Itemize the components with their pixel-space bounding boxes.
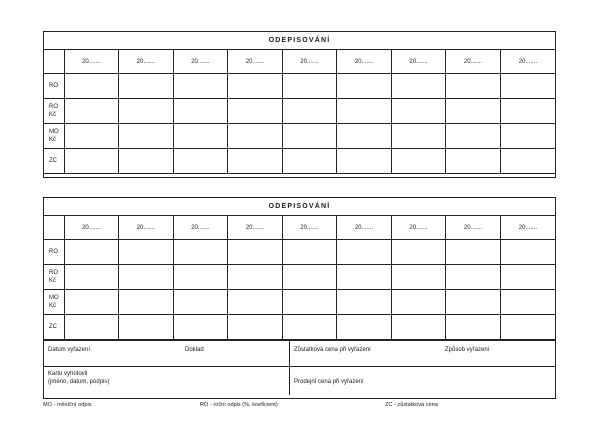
row-label: RO xyxy=(44,74,64,99)
year-cell[interactable]: 20....... xyxy=(500,216,555,240)
value-cell[interactable] xyxy=(446,74,501,99)
row-label: RO Kč xyxy=(44,99,64,124)
value-cell[interactable] xyxy=(337,315,392,340)
value-cell[interactable] xyxy=(173,99,228,124)
row-label: MO Kč xyxy=(44,124,64,149)
year-cell[interactable]: 20....... xyxy=(282,50,337,74)
value-cell[interactable] xyxy=(337,124,392,149)
year-cell[interactable]: 20....... xyxy=(391,216,446,240)
value-cell[interactable] xyxy=(228,265,283,290)
value-cell[interactable] xyxy=(173,74,228,99)
year-cell[interactable]: 20....... xyxy=(446,216,501,240)
value-cell[interactable] xyxy=(337,290,392,315)
year-cell[interactable]: 20....... xyxy=(282,216,337,240)
value-cell[interactable] xyxy=(64,74,119,99)
value-cell[interactable] xyxy=(119,265,174,290)
value-cell[interactable] xyxy=(228,124,283,149)
value-cell[interactable] xyxy=(446,240,501,265)
year-cell[interactable]: 20....... xyxy=(391,50,446,74)
sale-price-label: Prodejní cena při vyřazení xyxy=(294,379,364,385)
depreciation-table-lower xyxy=(43,197,556,399)
row-label: RO xyxy=(44,240,64,265)
year-cell[interactable]: 20....... xyxy=(337,50,392,74)
value-cell[interactable] xyxy=(64,149,119,174)
value-cell[interactable] xyxy=(391,99,446,124)
value-cell[interactable] xyxy=(228,315,283,340)
value-cell[interactable] xyxy=(391,265,446,290)
value-cell[interactable] xyxy=(446,124,501,149)
value-cell[interactable] xyxy=(500,315,555,340)
row-zc xyxy=(44,315,555,340)
value-cell[interactable] xyxy=(500,290,555,315)
depreciation-table-upper xyxy=(43,31,556,178)
value-cell[interactable] xyxy=(500,149,555,174)
value-cell[interactable] xyxy=(282,74,337,99)
retirement-method-label: Způsob vyřazení xyxy=(445,347,490,353)
residual-value-label: Zůstatková cena při vyřazení xyxy=(294,347,371,353)
year-cell[interactable]: 20....... xyxy=(337,216,392,240)
value-cell[interactable] xyxy=(500,240,555,265)
value-cell[interactable] xyxy=(282,240,337,265)
value-cell[interactable] xyxy=(391,315,446,340)
row-mo-kc xyxy=(44,290,555,315)
year-cell[interactable]: 20....... xyxy=(173,50,228,74)
card-prepared-field[interactable] xyxy=(44,367,290,395)
retirement-date-field[interactable] xyxy=(44,341,181,366)
year-cell[interactable]: 20....... xyxy=(119,216,174,240)
value-cell[interactable] xyxy=(119,315,174,340)
value-cell[interactable] xyxy=(446,315,501,340)
value-cell[interactable] xyxy=(173,290,228,315)
year-cell[interactable]: 20....... xyxy=(119,50,174,74)
residual-value-field[interactable] xyxy=(290,341,441,366)
legend-mo: MO - měsíční odpis xyxy=(43,402,92,408)
value-cell[interactable] xyxy=(119,74,174,99)
value-cell[interactable] xyxy=(282,149,337,174)
value-cell[interactable] xyxy=(119,290,174,315)
value-cell[interactable] xyxy=(500,74,555,99)
row-ro-kc xyxy=(44,265,555,290)
value-cell[interactable] xyxy=(228,99,283,124)
value-cell[interactable] xyxy=(64,315,119,340)
value-cell[interactable] xyxy=(119,240,174,265)
document-field[interactable] xyxy=(181,341,289,366)
legend-zc: ZC - zůstatková cena xyxy=(385,402,438,408)
value-cell[interactable] xyxy=(228,149,283,174)
value-cell[interactable] xyxy=(391,240,446,265)
value-cell[interactable] xyxy=(446,99,501,124)
value-cell[interactable] xyxy=(119,124,174,149)
value-cell[interactable] xyxy=(391,74,446,99)
section-title: ODEPISOVÁNÍ xyxy=(44,32,555,50)
card-prepared-label: Kartu vyhotovil (jméno, datum, podpis) xyxy=(48,371,110,385)
section-title: ODEPISOVÁNÍ xyxy=(44,198,555,216)
value-cell[interactable] xyxy=(337,149,392,174)
value-cell[interactable] xyxy=(173,124,228,149)
row-zc xyxy=(44,149,555,174)
row-label: RO Kč xyxy=(44,265,64,290)
row-mo-kc xyxy=(44,124,555,149)
year-cell[interactable]: 20....... xyxy=(500,50,555,74)
value-cell[interactable] xyxy=(500,124,555,149)
year-header-row xyxy=(44,216,555,240)
value-cell[interactable] xyxy=(64,290,119,315)
value-cell[interactable] xyxy=(337,99,392,124)
corner-cell xyxy=(44,50,64,74)
value-cell[interactable] xyxy=(173,265,228,290)
row-label: MO Kč xyxy=(44,290,64,315)
value-cell[interactable] xyxy=(228,240,283,265)
value-cell[interactable] xyxy=(282,315,337,340)
row-ro-kc xyxy=(44,99,555,124)
value-cell[interactable] xyxy=(337,265,392,290)
retirement-footer xyxy=(44,340,555,395)
value-cell[interactable] xyxy=(391,290,446,315)
value-cell[interactable] xyxy=(446,149,501,174)
card-row xyxy=(44,367,555,395)
value-cell[interactable] xyxy=(391,124,446,149)
value-cell[interactable] xyxy=(173,149,228,174)
value-cell[interactable] xyxy=(282,290,337,315)
row-label: ZC xyxy=(44,315,64,340)
value-cell[interactable] xyxy=(119,99,174,124)
value-cell[interactable] xyxy=(64,265,119,290)
value-cell[interactable] xyxy=(282,265,337,290)
value-cell[interactable] xyxy=(500,99,555,124)
row-ro xyxy=(44,240,555,265)
value-cell[interactable] xyxy=(64,99,119,124)
year-header-row xyxy=(44,50,555,74)
value-cell[interactable] xyxy=(337,240,392,265)
retirement-left xyxy=(44,341,290,366)
corner-cell xyxy=(44,216,64,240)
value-cell[interactable] xyxy=(64,240,119,265)
value-cell[interactable] xyxy=(228,290,283,315)
depreciation-grid xyxy=(44,216,555,340)
year-cell[interactable]: 20....... xyxy=(228,50,283,74)
value-cell[interactable] xyxy=(282,124,337,149)
retirement-method-field[interactable] xyxy=(441,341,555,366)
value-cell[interactable] xyxy=(119,149,174,174)
year-cell[interactable]: 20....... xyxy=(228,216,283,240)
value-cell[interactable] xyxy=(173,315,228,340)
row-ro xyxy=(44,74,555,99)
value-cell[interactable] xyxy=(282,99,337,124)
year-cell[interactable]: 20....... xyxy=(446,50,501,74)
sale-price-field[interactable] xyxy=(290,367,555,395)
value-cell[interactable] xyxy=(391,149,446,174)
value-cell[interactable] xyxy=(173,240,228,265)
legend-ro: RO - roční odpis (%, koeficient) xyxy=(200,402,278,408)
value-cell[interactable] xyxy=(446,265,501,290)
value-cell[interactable] xyxy=(500,265,555,290)
retirement-row xyxy=(44,341,555,367)
document-label: Doklad xyxy=(185,347,204,353)
value-cell[interactable] xyxy=(64,124,119,149)
year-cell[interactable]: 20....... xyxy=(173,216,228,240)
retirement-date-label: Datum vyřazení xyxy=(48,347,91,353)
depreciation-grid xyxy=(44,50,555,174)
year-cell[interactable]: 20....... xyxy=(64,216,119,240)
value-cell[interactable] xyxy=(228,74,283,99)
year-cell[interactable]: 20....... xyxy=(64,50,119,74)
value-cell[interactable] xyxy=(337,74,392,99)
row-label: ZC xyxy=(44,149,64,174)
retirement-right xyxy=(290,341,555,366)
value-cell[interactable] xyxy=(446,290,501,315)
